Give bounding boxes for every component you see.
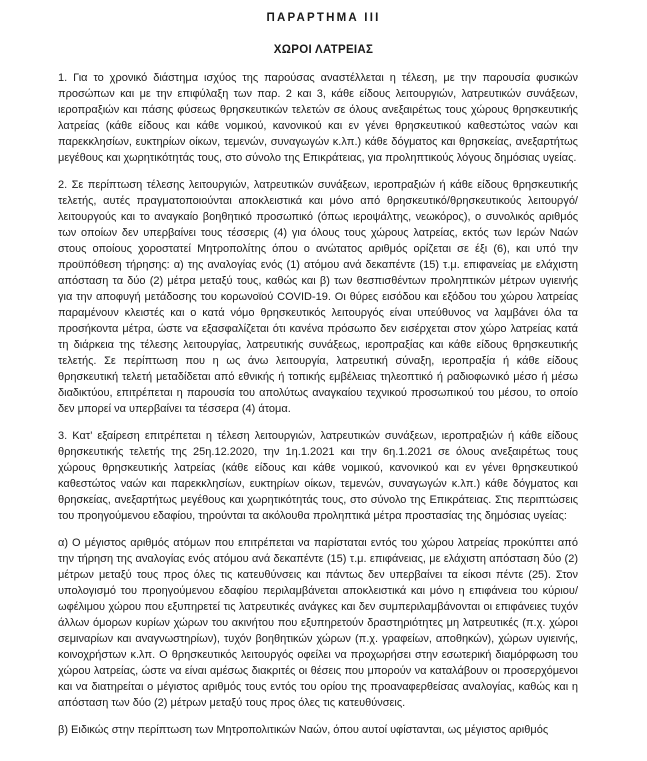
paragraph-3a: α) Ο μέγιστος αριθμός ατόμων που επιτρέπεται να παρίσταται εντός του χώρου λατρείας προκύπτει από την τήρηση της αναλογίας ενός ατόμου ανά δεκαπέντε (15) τ.μ. επιφάνειας, με ελάχιστη απόσταση δύο (2) μέτρων μεταξύ τους προς όλες τις κατευθύνσεις και πάντως δεν υπερβαίνει τα είκοσι πέντε (25). Στον υπολογισμό του προηγούμενου εδαφίου περιλαμβάνεται αποκλειστικά και μόνο η επιφάνεια του κύριου/ωφέλιμου χώρου που εξυπηρετεί τις λατρευτικές ανάγκες και δεν συμπεριλαμβάνονται οι επιφάνειες τυχόν άλλων όμορων κυρίων χώρων του ακινήτου που εξυπηρετούν δραστηριότητες μη λατρευτικές (π.χ. χώροι σεμιναρίων και αναγνωστηρίων), τυχόν βοηθητικών χώρων (π.χ. γραφείων, αποθηκών), χώρων υγιεινής, κοινοχρήστων κ.λπ. Ο θρησκευτικός λειτουργός οφείλει να προχωρήσει στην εσωτερική διαμόρφωση του χώρου λατρείας, ώστε να είναι αμέσως διακριτές οι θέσεις που μπορούν να καταλάβουν οι προσερχόμενοι και να διατηρείται ο μέγιστος αριθμός τους εντός του ορίου της προαναφερθείσας αναλογίας, καθώς και η απόσταση των δύο (2) μέτρων μεταξύ τους προς όλες τις κατευθύνσεις. <box>58 537 578 709</box>
paragraph-2: 2. Σε περίπτωση τέλεσης λειτουργιών, λατρευτικών συνάξεων, ιεροπραξιών ή κάθε είδους θρησκευτικής τελετής, αυτές πραγματοποιούνται αποκλειστικά και μόνο από θρησκευτικό/θρησκευτικούς λειτουργό/λειτουργούς και το αναγκαίο βοηθητικό προσωπικό (όπως ιεροψάλτης, νεωκόρος), ο συνολικός αριθμός των οποίων δεν υπερβαίνει τους τέσσερις (4) για όλους τους χώρους λατρείας, εκτός των Ιερών Ναών στους οποίους χοροστατεί Μητροπολίτης όπου ο ανώτατος αριθμός ορίζεται σε έξι (6), και υπό την προϋπόθεση τήρησης: α) της αναλογίας ενός (1) ατόμου ανά δεκαπέντε (15) τ.μ. επιφανείας με ελάχιστη απόσταση τα δύο (2) μέτρα μεταξύ τους, καθώς και β) των θεσπισθέντων προληπτικών μέτρων υγιεινής για την αποφυγή μετάδοσης του κορωνοϊού COVID-19. Οι θύρες εισόδου και εξόδου του χώρου λατρείας παραμένουν κλειστές και ο κατά νόμο θρησκευτικός λειτουργός είναι υπεύθυνος να λαμβάνει όλα τα προσήκοντα μέτρα, ώστε να εξασφαλίζεται ότι κανένα πρόσωπο δεν εισέρχεται στον χώρο λατρείας κατά τη διάρκεια της τέλεσης λειτουργίας, λατρευτικής συνάξεως, ιεροπραξίας και κάθε είδους θρησκευτικής τελετής. Σε περίπτωση που η ως άνω λειτουργία, λατρευτική σύναξη, ιεροπραξία ή κάθε είδους θρησκευτική τελετή μεταδίδεται από εθνικής ή τοπικής εμβέλειας τηλεοπτικό ή ραδιοφωνικό μέσο ή μέσω διαδικτύου, επιτρέπεται η παρουσία του απολύτως αναγκαίου τεχνικού προσωπικού του μέσου, το οποίο δεν μπορεί να υπερβαίνει τα τέσσερα (4) άτομα. <box>58 179 578 415</box>
paragraph-3: 3. Κατ’ εξαίρεση επιτρέπεται η τέλεση λειτουργιών, λατρευτικών συνάξεων, ιεροπραξιών ή κάθε είδους θρησκευτικής τελετής της 25η.12.2020, την 1η.1.2021 και την 6η.1.2021 σε όλους ανεξαιρέτως τους χώρους θρησκευτικής λατρείας (κάθε είδους και κάθε νομικού, κανονικού και εν γένει θρησκευτικού καθεστώτος ναών και παρεκκλησίων, ευκτηρίων οίκων, τεμενών, συναγωγών κ.λπ.) κάθε δόγματος και θρησκείας, ανεξαρτήτως μεγέθους και χωρητικότητάς τους, στο σύνολο της Επικράτειας. Στις περιπτώσεις του προηγούμενου εδαφίου, τηρούνται τα ακόλουθα προληπτικά μέτρα προστασίας της δημόσιας υγείας: <box>58 430 578 522</box>
section-title: ΧΩΡΟΙ ΛΑΤΡΕΙΑΣ <box>273 44 374 56</box>
paragraph-3b: β) Ειδικώς στην περίπτωση των Μητροπολιτικών Ναών, όπου αυτοί υφίστανται, ως μέγιστος αριθμός <box>58 724 549 736</box>
paragraph-1: 1. Για το χρονικό διάστημα ισχύος της παρούσας αναστέλλεται η τέλεση, με την παρουσία φυσικών προσώπων και με την επιφύλαξη των παρ. 2 και 3, κάθε είδους λειτουργιών, λατρευτικών συνάξεων, ιεροπραξιών και πάσης φύσεως θρησκευτικών τελετών σε όλους ανεξαιρέτως τους χώρους θρησκευτικής λατρείας (κάθε είδους και κάθε νομικού, κανονικού και εν γένει θρησκευτικού καθεστώτος ναών και παρεκκλησίων, ευκτηρίων οίκων, τεμενών, συναγωγών κ.λπ.) κάθε δόγματος και θρησκείας, ανεξαρτήτως μεγέθους και χωρητικότητάς τους, στο σύνολο της Επικράτειας, για προληπτικούς λόγους δημόσιας υγείας. <box>58 72 578 164</box>
document-body <box>58 70 578 749</box>
annex-title: ΠΑΡΑΡΤΗΜΑ ΙΙΙ <box>266 12 381 24</box>
